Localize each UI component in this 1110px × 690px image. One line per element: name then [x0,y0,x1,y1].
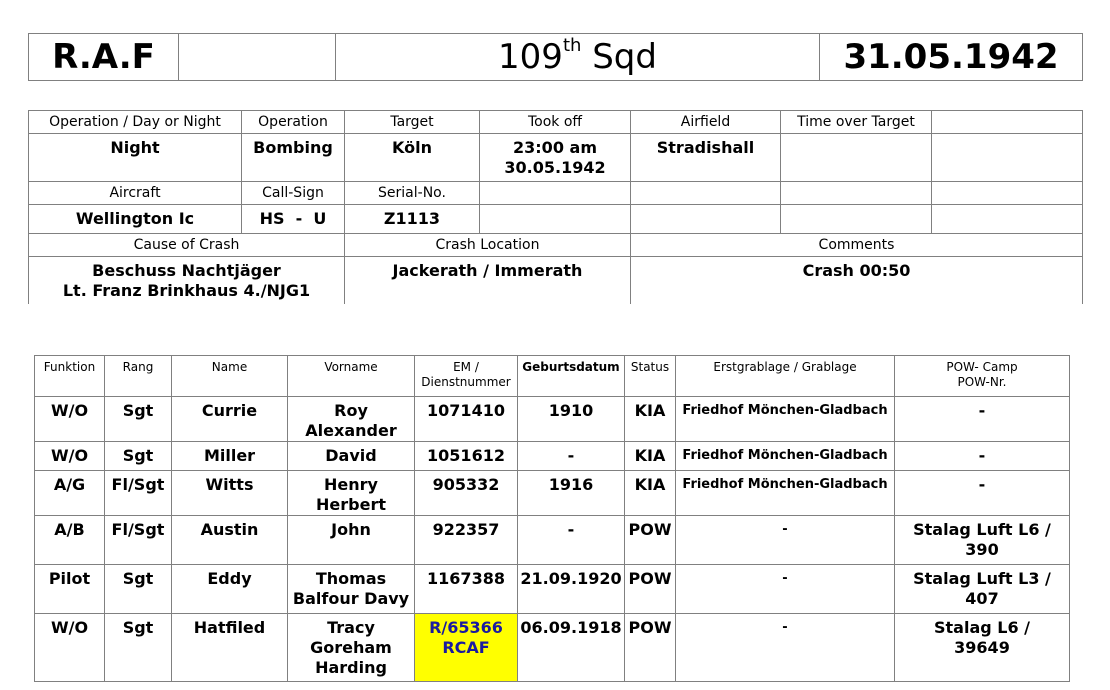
cell-funktion: Pilot [35,565,105,614]
cell-grablage: Friedhof Mönchen-Gladbach [676,442,895,471]
squadron-suffix: th [562,35,582,56]
value-empty [932,134,1083,182]
crew-table [34,355,1070,682]
squadron-number: 109 [498,37,563,77]
value-empty [480,205,631,234]
cell-rang: Sgt [105,614,172,682]
table-row [35,442,1070,471]
label-empty [932,111,1083,134]
pow-line-1: Stalag Luft L3 / [913,569,1051,588]
cell-em: 1167388 [415,565,518,614]
cell-geburt: 21.09.1920 [518,565,625,614]
header-status: Status [625,356,676,397]
header-vorname: Vorname [288,356,415,397]
cell-status: KIA [625,471,676,516]
cell-status: POW [625,614,676,682]
header-em-line-2: Dienstnummer [421,375,511,389]
cell-funktion: W/O [35,397,105,442]
cell-vorname: Roy Alexander [288,397,415,442]
cell-rang: Fl/Sgt [105,471,172,516]
pow-line-2: 39649 [954,638,1010,657]
cell-status: POW [625,565,676,614]
value-empty [932,205,1083,234]
cell-geburt: - [518,516,625,565]
header-em-line-1: EM / [453,360,479,374]
label-aircraft: Aircraft [29,182,242,205]
cell-pow: - [895,397,1070,442]
vorname-line-1: Tracy [327,618,375,637]
header-em [415,356,518,397]
cell-em: 922357 [415,516,518,565]
cell-grablage: Friedhof Mönchen-Gladbach [676,471,895,516]
vorname-line-3: Harding [315,658,387,677]
label-comments: Comments [631,234,1083,257]
cell-vorname [288,614,415,682]
value-comments: Crash 00:50 [631,257,1083,305]
header-name: Name [172,356,288,397]
header-geburtsdatum: Geburtsdatum [518,356,625,397]
label-crash-location: Crash Location [345,234,631,257]
table-row [35,614,1070,682]
cell-vorname [288,565,415,614]
header-empty-cell [179,34,336,81]
label-took-off: Took off [480,111,631,134]
value-operation: Bombing [242,134,345,182]
cell-pow: - [895,442,1070,471]
cell-funktion: A/G [35,471,105,516]
vorname-line-1: Thomas [315,569,387,588]
table-row [35,471,1070,516]
cell-status: KIA [625,397,676,442]
cell-em: 1071410 [415,397,518,442]
cell-grablage: - [676,565,895,614]
label-airfield: Airfield [631,111,781,134]
cause-line-2: Lt. Franz Brinkhaus 4./NJG1 [62,281,311,300]
header-funktion: Funktion [35,356,105,397]
vorname-line-2: Balfour Davy [292,589,410,608]
em-line-2: RCAF [442,638,490,657]
cell-em: 1051612 [415,442,518,471]
cell-geburt: 1916 [518,471,625,516]
value-cause-of-crash [29,257,345,305]
cell-grablage: - [676,516,895,565]
cell-rang: Sgt [105,397,172,442]
cell-rang: Fl/Sgt [105,516,172,565]
value-call-sign: HS - U [242,205,345,234]
header-pow-line-1: POW- Camp [946,360,1018,374]
pow-line-2: 407 [965,589,999,608]
header-rang: Rang [105,356,172,397]
label-cause-of-crash: Cause of Crash [29,234,345,257]
header-pow-line-2: POW-Nr. [957,375,1007,389]
squadron-title [336,34,820,81]
em-line-1: R/65366 [429,618,503,637]
value-empty [631,205,781,234]
cell-name: Currie [172,397,288,442]
vorname-line-2: Goreham [310,638,392,657]
cell-grablage: Friedhof Mönchen-Gladbach [676,397,895,442]
header-pow [895,356,1070,397]
header-table [28,33,1083,81]
cell-rang: Sgt [105,565,172,614]
cell-rang: Sgt [105,442,172,471]
cell-vorname: Henry Herbert [288,471,415,516]
label-serial-no: Serial-No. [345,182,480,205]
pow-line-1: Stalag Luft L6 / [913,520,1051,539]
label-empty [932,182,1083,205]
label-operation: Operation [242,111,345,134]
cause-line-1: Beschuss Nachtjäger [92,261,281,280]
table-row [35,397,1070,442]
value-crash-location: Jackerath / Immerath [345,257,631,305]
cell-pow [895,565,1070,614]
cell-name: Eddy [172,565,288,614]
label-operation-day-night: Operation / Day or Night [29,111,242,134]
header-grablage: Erstgrablage / Grablage [676,356,895,397]
cell-name: Miller [172,442,288,471]
cell-em-highlighted [415,614,518,682]
cell-pow [895,516,1070,565]
label-empty [781,182,932,205]
cell-geburt: 1910 [518,397,625,442]
label-empty [631,182,781,205]
mission-table [28,110,1083,304]
table-row [35,565,1070,614]
value-took-off [480,134,631,182]
table-row [35,516,1070,565]
squadron-name: Sqd [581,37,657,77]
label-time-over-target: Time over Target [781,111,932,134]
cell-vorname: David [288,442,415,471]
value-airfield: Stradishall [631,134,781,182]
cell-name: Hatfiled [172,614,288,682]
value-target: Köln [345,134,480,182]
cell-grablage: - [676,614,895,682]
report-date: 31.05.1942 [820,34,1083,81]
cell-status: KIA [625,442,676,471]
pow-line-2: 390 [965,540,999,559]
value-serial-no: Z1113 [345,205,480,234]
cell-name: Austin [172,516,288,565]
value-empty [781,205,932,234]
value-day-night: Night [29,134,242,182]
raf-label: R.A.F [29,34,179,81]
label-target: Target [345,111,480,134]
cell-vorname: John [288,516,415,565]
value-time-over-target [781,134,932,182]
label-call-sign: Call-Sign [242,182,345,205]
took-off-date: 30.05.1942 [504,158,606,177]
label-empty [480,182,631,205]
value-aircraft: Wellington Ic [29,205,242,234]
took-off-time: 23:00 am [513,138,597,157]
cell-name: Witts [172,471,288,516]
cell-pow: - [895,471,1070,516]
cell-geburt: - [518,442,625,471]
cell-status: POW [625,516,676,565]
cell-pow [895,614,1070,682]
cell-funktion: W/O [35,614,105,682]
cell-em: 905332 [415,471,518,516]
pow-line-1: Stalag L6 / [933,618,1030,637]
cell-funktion: A/B [35,516,105,565]
cell-funktion: W/O [35,442,105,471]
cell-geburt: 06.09.1918 [518,614,625,682]
